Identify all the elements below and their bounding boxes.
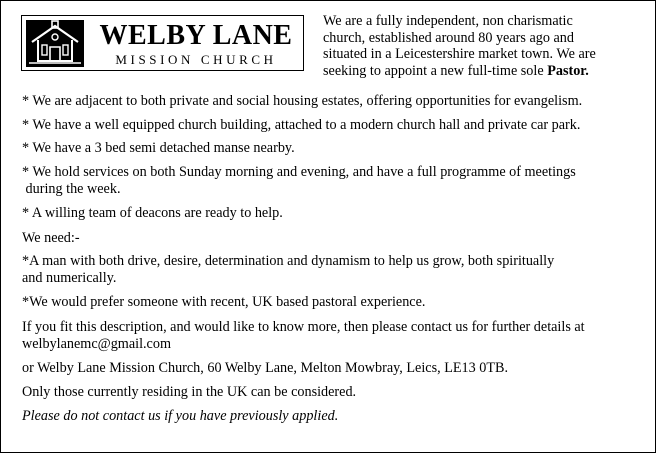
contact-line: If you fit this description, and would like to know more, then please contact us for further details at	[22, 319, 585, 335]
bullet-building: * We have a well equipped church building, attached to a modern church hall and private car park.	[22, 117, 581, 133]
position-title: Pastor.	[547, 62, 589, 79]
church-logo	[21, 15, 304, 71]
needs-heading: We need:-	[22, 230, 80, 246]
need-leadership: *A man with both drive, desire, determination and dynamism to help us grow, both spiritually	[22, 253, 555, 269]
eligibility-note: Only those currently residing in the UK can be considered.	[22, 384, 357, 400]
church-name: WELBY LANE	[99, 20, 293, 51]
bullet-manse: * We have a 3 bed semi detached manse nearby.	[22, 140, 295, 156]
intro-paragraph	[323, 13, 645, 79]
bullet-services: * We hold services on both Sunday morning and evening, and have a full programme of meetings	[22, 164, 576, 180]
intro-line: We are a fully independent, non charismatic	[323, 13, 573, 29]
contact-address: or Welby Lane Mission Church, 60 Welby Lane, Melton Mowbray, Leics, LE13 0TB.	[22, 360, 509, 376]
bullet-deacons: * A willing team of deacons are ready to help.	[22, 205, 283, 221]
intro-text: seeking to appoint a new full-time sole	[323, 62, 548, 79]
bullet-evangelism: * We are adjacent to both private and social housing estates, offering opportunities for evangelism.	[22, 93, 583, 109]
need-experience: *We would prefer someone with recent, UK based pastoral experience.	[22, 294, 426, 310]
bullet-services-cont: during the week.	[22, 181, 121, 197]
reapply-note: Please do not contact us if you have previously applied.	[22, 408, 339, 424]
intro-line: situated in a Leicestershire market town. We are	[323, 46, 596, 62]
need-leadership-cont: and numerically.	[22, 270, 117, 286]
intro-line	[323, 63, 645, 80]
intro-line: church, established around 80 years ago and	[323, 29, 574, 46]
contact-email[interactable]: welbylanemc@gmail.com	[22, 336, 171, 352]
church-subtitle: MISSION CHURCH	[115, 52, 277, 67]
church-building-icon	[26, 20, 84, 67]
